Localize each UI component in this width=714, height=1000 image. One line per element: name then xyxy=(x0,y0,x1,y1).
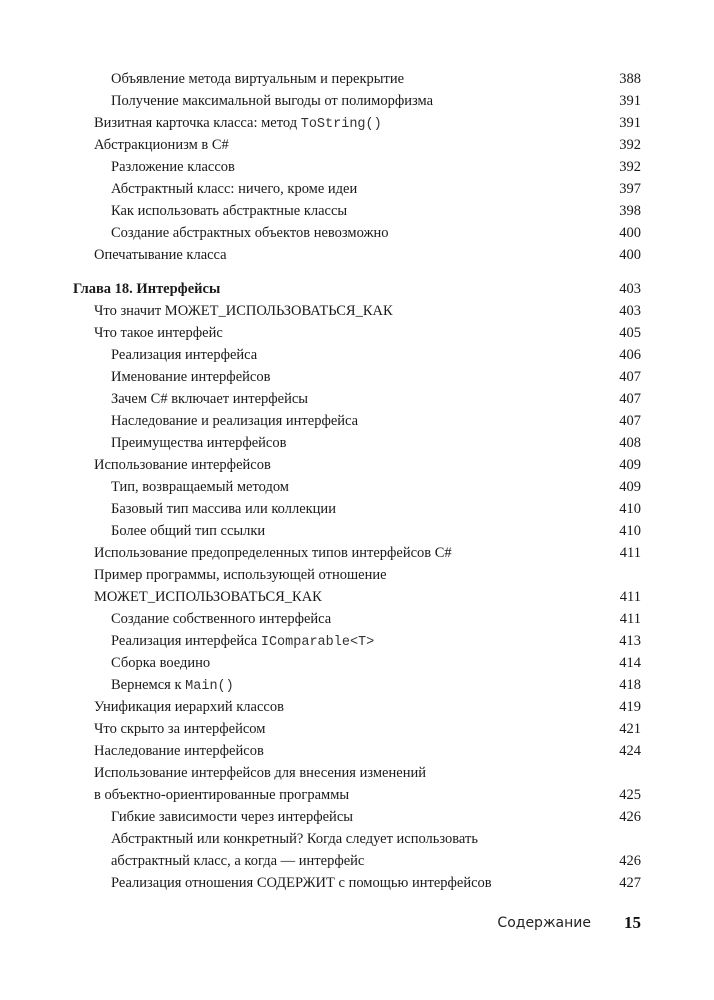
toc-entry-page-number: 425 xyxy=(619,787,641,803)
toc-entry xyxy=(0,244,714,266)
toc-entry xyxy=(0,200,714,222)
toc-entry-title: Использование интерфейсов для внесения изменений xyxy=(94,765,426,781)
toc-entry xyxy=(0,366,714,388)
toc-entry-title: Получение максимальной выгоды от полиморфизма xyxy=(111,93,434,109)
toc-entry xyxy=(0,674,714,696)
toc-entry xyxy=(0,784,714,806)
toc-entry xyxy=(0,828,714,850)
toc-entry xyxy=(0,410,714,432)
toc-entry-page-number: 407 xyxy=(619,413,641,429)
toc-entry-page-number: 392 xyxy=(619,159,641,175)
toc-entry xyxy=(0,806,714,828)
toc-entry-title: Базовый тип массива или коллекции xyxy=(111,501,336,517)
toc-entry-title: Наследование и реализация интерфейса xyxy=(111,413,359,429)
toc-entry-title: Более общий тип ссылки xyxy=(111,523,266,539)
page-footer xyxy=(0,911,714,935)
toc-entry-title: Визитная карточка класса: метод ToString() xyxy=(94,115,382,132)
toc-entry-title: Как использовать абстрактные классы xyxy=(111,203,348,219)
toc-entry-page-number: 391 xyxy=(619,115,641,131)
toc-entry xyxy=(0,586,714,608)
toc-entry xyxy=(0,762,714,784)
toc-entry-title: Создание абстрактных объектов невозможно xyxy=(111,225,389,241)
toc-entry-page-number: 403 xyxy=(619,281,641,297)
toc-entry-title: Вернемся к Main() xyxy=(111,677,234,694)
toc-entry-title: Абстрактный класс: ничего, кроме идеи xyxy=(111,181,358,197)
toc-entry-page-number: 413 xyxy=(619,633,641,649)
toc-entry-title: Реализация интерфейса xyxy=(111,347,258,363)
toc-entry-page-number: 411 xyxy=(619,611,641,627)
toc-entry xyxy=(0,520,714,542)
toc-entry-title: Унификация иерархий классов xyxy=(94,699,284,715)
footer-section-label: Содержание xyxy=(497,915,591,931)
toc-entry-page-number: 409 xyxy=(619,457,641,473)
toc-entry xyxy=(0,476,714,498)
toc-entry-title: Гибкие зависимости через интерфейсы xyxy=(111,809,353,825)
toc-entry-page-number: 427 xyxy=(619,875,641,891)
toc-entry-page-number: 411 xyxy=(619,545,641,561)
toc-entry-title: МОЖЕТ_ИСПОЛЬЗОВАТЬСЯ_КАК xyxy=(94,589,322,605)
toc-entry-code: ToString() xyxy=(300,117,382,132)
toc-entry xyxy=(0,696,714,718)
toc-entry-code: IComparable<T> xyxy=(260,635,375,650)
toc-entry-page-number: 407 xyxy=(619,369,641,385)
toc-entry-title: Преимущества интерфейсов xyxy=(111,435,287,451)
toc-entry-page-number: 426 xyxy=(619,809,641,825)
toc-entry-title: Наследование интерфейсов xyxy=(94,743,264,759)
toc-entry-page-number: 411 xyxy=(619,589,641,605)
toc-entry xyxy=(0,454,714,476)
toc-entry-page-number: 414 xyxy=(619,655,641,671)
toc-entry-title: Что такое интерфейс xyxy=(94,325,223,341)
toc-entry xyxy=(0,134,714,156)
toc-entry xyxy=(0,432,714,454)
toc-chapter-entry xyxy=(0,278,714,300)
toc-entry xyxy=(0,608,714,630)
toc-entry-page-number: 424 xyxy=(619,743,641,759)
toc-entry xyxy=(0,178,714,200)
toc-entry xyxy=(0,850,714,872)
toc-entry-title: Именование интерфейсов xyxy=(111,369,271,385)
toc-entry xyxy=(0,718,714,740)
toc-entry-page-number: 403 xyxy=(619,303,641,319)
toc-entry-page-number: 400 xyxy=(619,225,641,241)
toc-entry-title: Реализация отношения СОДЕРЖИТ с помощью интерфейсов xyxy=(111,875,492,891)
toc-entry-title: Использование интерфейсов xyxy=(94,457,271,473)
footer-page-number: 15 xyxy=(624,913,641,932)
toc-entry xyxy=(0,872,714,894)
toc-entry-page-number: 405 xyxy=(619,325,641,341)
toc-entry-title: Что значит МОЖЕТ_ИСПОЛЬЗОВАТЬСЯ_КАК xyxy=(94,303,393,319)
toc-entry xyxy=(0,498,714,520)
toc-entry-page-number: 419 xyxy=(619,699,641,715)
toc-entry-page-number: 408 xyxy=(619,435,641,451)
toc-entry xyxy=(0,112,714,134)
toc-entry-title: Разложение классов xyxy=(111,159,235,175)
toc-entry-title: Пример программы, использующей отношение xyxy=(94,567,387,583)
toc-entry xyxy=(0,300,714,322)
toc-entry-page-number: 418 xyxy=(619,677,641,693)
toc-entry-page-number: 400 xyxy=(619,247,641,263)
toc-entry-title: абстрактный класс, а когда — интерфейс xyxy=(111,853,365,869)
toc-entry xyxy=(0,322,714,344)
toc-entry xyxy=(0,652,714,674)
toc-entry-page-number: 426 xyxy=(619,853,641,869)
toc-entry-title: Реализация интерфейса IComparable<T> xyxy=(111,633,375,650)
toc-entry xyxy=(0,68,714,90)
toc-entry-title: в объектно-ориентированные программы xyxy=(94,787,350,803)
toc-entry-title: Абстракционизм в C# xyxy=(94,137,229,153)
toc-entry-page-number: 407 xyxy=(619,391,641,407)
toc-entry xyxy=(0,564,714,586)
toc-entry-title: Использование предопределенных типов интерфейсов C# xyxy=(94,545,452,561)
toc-entry-page-number: 406 xyxy=(619,347,641,363)
toc-entry-page-number: 398 xyxy=(619,203,641,219)
toc-entry xyxy=(0,344,714,366)
toc-entry xyxy=(0,740,714,762)
toc-entry-page-number: 409 xyxy=(619,479,641,495)
toc-entry-page-number: 388 xyxy=(619,71,641,87)
toc-entry xyxy=(0,222,714,244)
toc-entry-title: Опечатывание класса xyxy=(94,247,227,263)
toc-entry-title: Зачем C# включает интерфейсы xyxy=(111,391,309,407)
toc-entry-title: Создание собственного интерфейса xyxy=(111,611,332,627)
toc-entry xyxy=(0,630,714,652)
toc-entry-page-number: 392 xyxy=(619,137,641,153)
toc-entry xyxy=(0,90,714,112)
toc-entry-title: Тип, возвращаемый методом xyxy=(111,479,289,495)
toc-entry-title: Сборка воедино xyxy=(111,655,211,671)
toc-entry-title: Объявление метода виртуальным и перекрытие xyxy=(111,71,405,87)
toc-entry xyxy=(0,156,714,178)
toc-entry-title: Абстрактный или конкретный? Когда следует использовать xyxy=(111,831,478,847)
toc-entry xyxy=(0,388,714,410)
toc-entry-title: Глава 18. Интерфейсы xyxy=(73,281,221,297)
toc-entry-page-number: 421 xyxy=(619,721,641,737)
toc-entry-code: Main() xyxy=(185,679,234,694)
toc-entry-page-number: 397 xyxy=(619,181,641,197)
toc-entry-title: Что скрыто за интерфейсом xyxy=(94,721,266,737)
toc-entry-page-number: 391 xyxy=(619,93,641,109)
toc-entry-page-number: 410 xyxy=(619,501,641,517)
toc-entry xyxy=(0,542,714,564)
toc-entry-page-number: 410 xyxy=(619,523,641,539)
